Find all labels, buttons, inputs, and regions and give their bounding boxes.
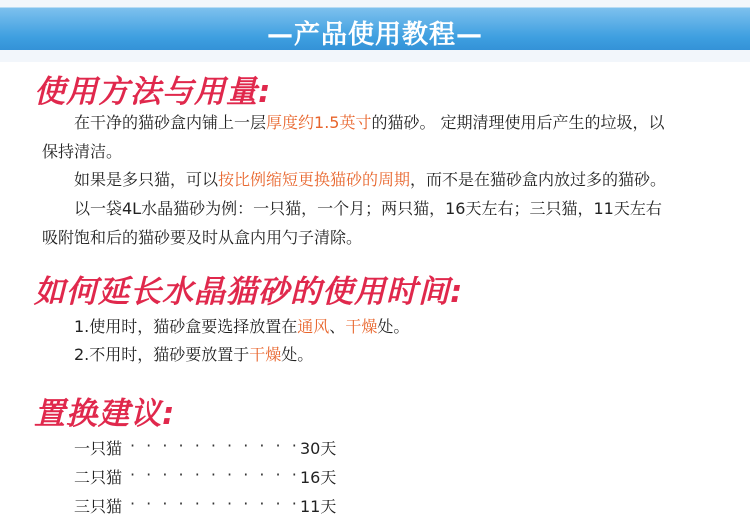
- highlight-cycle: 按比例缩短更换猫砂的周期: [218, 170, 411, 189]
- text: 处。: [377, 317, 410, 336]
- replace-row: [74, 465, 374, 487]
- leader-dots: · · · · · · · · · · ·: [130, 494, 300, 513]
- text: ，而不是在猫砂盒内放过多的猫砂。: [410, 170, 667, 189]
- extend-item-1: [74, 316, 724, 338]
- usage-paragraph-1-cont: 保持清洁。: [42, 142, 123, 161]
- replace-days: 16天: [300, 468, 337, 487]
- cat-count: 二只猫: [74, 468, 123, 487]
- text: 2.不用时，猫砂要放置于: [74, 345, 250, 364]
- text: 1.使用时，猫砂盒要选择放置在: [74, 317, 298, 336]
- replace-row: [74, 436, 374, 458]
- highlight-dry: 干燥: [345, 317, 378, 336]
- text: 在干净的猫砂盒内铺上一层: [74, 113, 267, 132]
- leader-dots: · · · · · · · · · · ·: [130, 465, 300, 484]
- usage-paragraph-3: 以一袋4L水晶猫砂为例：一只猫，一个月；两只猫，16天左右；三只猫，11天左右: [74, 199, 662, 218]
- replace-heading: 置换建议:: [34, 396, 176, 432]
- banner-title: —产品使用教程—: [266, 20, 483, 50]
- replace-days: 11天: [300, 497, 337, 516]
- text: 、: [329, 317, 346, 336]
- replace-row: [74, 494, 374, 516]
- usage-heading: 使用方法与用量:: [34, 74, 272, 110]
- highlight-thickness: 厚度约1.5英寸: [266, 113, 372, 132]
- text: 处。: [281, 345, 314, 364]
- extend-heading: 如何延长水晶猫砂的使用时间:: [34, 274, 464, 310]
- replace-days: 30天: [300, 439, 337, 458]
- highlight-ventilated: 通风: [297, 317, 330, 336]
- usage-paragraph-3-cont: 吸附饱和后的猫砂要及时从盒内用勺子清除。: [42, 228, 363, 247]
- usage-paragraph-1: [74, 112, 724, 134]
- cat-count: 三只猫: [74, 497, 123, 516]
- leader-dots: · · · · · · · · · · ·: [130, 436, 300, 455]
- usage-paragraph-2: [74, 169, 724, 191]
- highlight-dry: 干燥: [249, 345, 282, 364]
- text: 如果是多只猫，可以: [74, 170, 219, 189]
- extend-item-2: [74, 344, 724, 366]
- cat-count: 一只猫: [74, 439, 123, 458]
- text: 的猫砂。 定期清理使用后产生的垃圾，以: [371, 113, 665, 132]
